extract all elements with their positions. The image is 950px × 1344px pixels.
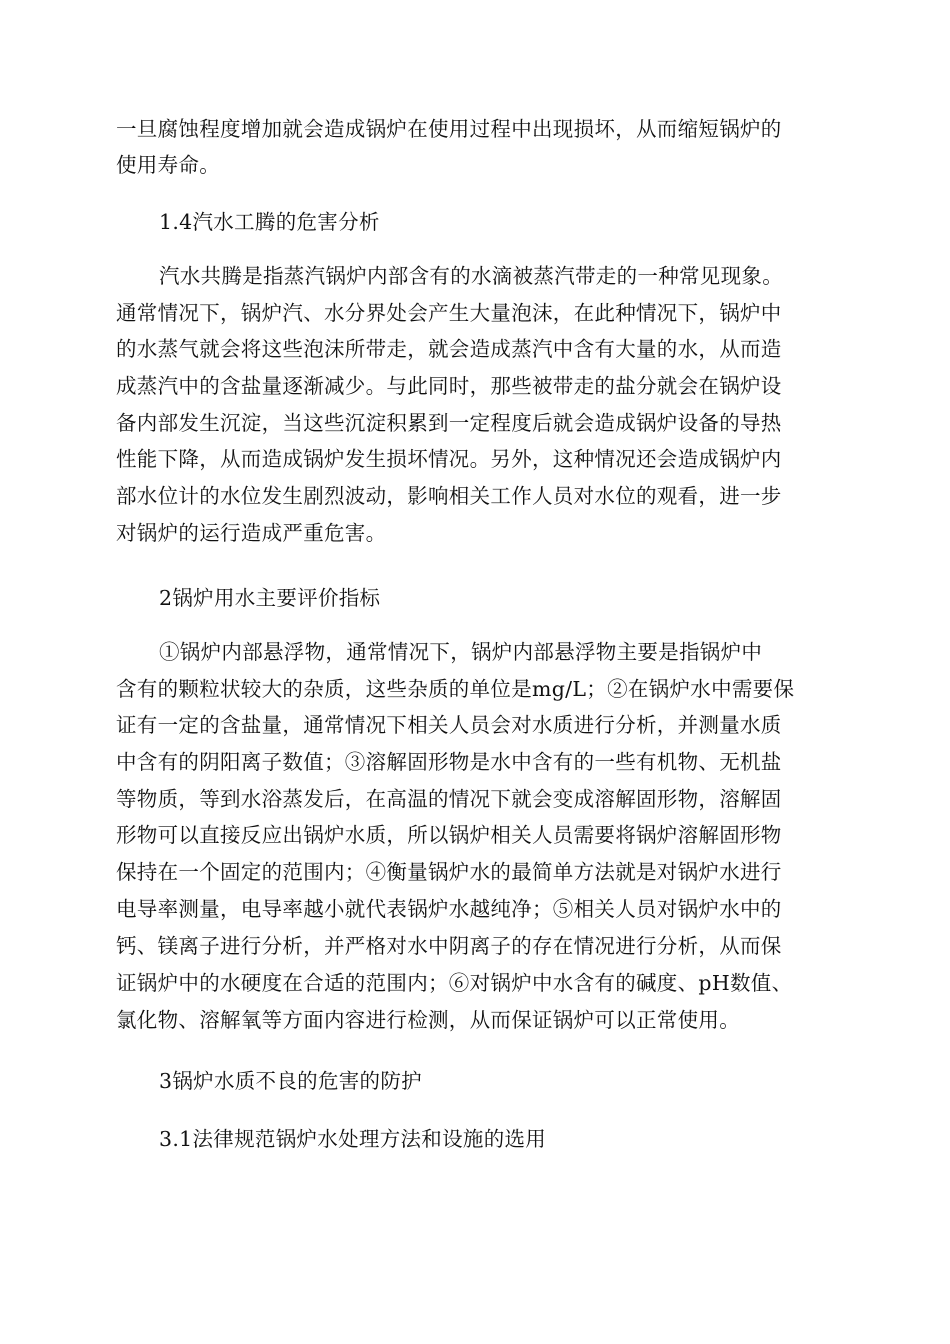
section-heading-3: 3锅炉水质不良的危害的防护 <box>159 1069 422 1093</box>
paragraph-line: 电导率测量，电导率越小就代表锅炉水越纯净；⑤相关人员对锅炉水中的 <box>116 897 782 921</box>
paragraph-line: 使用寿命。 <box>116 153 220 177</box>
paragraph-line: 证有一定的含盐量，通常情况下相关人员会对水质进行分析，并测量水质 <box>116 713 782 737</box>
paragraph-line: 性能下降，从而造成锅炉发生损坏情况。另外，这种情况还会造成锅炉内 <box>116 447 782 471</box>
paragraph-line: 成蒸汽中的含盐量逐渐减少。与此同时，那些被带走的盐分就会在锅炉设 <box>116 374 782 398</box>
paragraph-line: 钙、镁离子进行分析，并严格对水中阴离子的存在情况进行分析，从而保 <box>116 934 782 958</box>
paragraph-line: 通常情况下，锅炉汽、水分界处会产生大量泡沫，在此种情况下，锅炉中 <box>116 301 782 325</box>
paragraph-line: 含有的颗粒状较大的杂质，这些杂质的单位是mg/L；②在锅炉水中需要保 <box>116 677 795 701</box>
paragraph-line: 对锅炉的运行造成严重危害。 <box>116 521 387 545</box>
paragraph-line: 备内部发生沉淀，当这些沉淀积累到一定程度后就会造成锅炉设备的导热 <box>116 411 782 435</box>
section-heading-2: 2锅炉用水主要评价指标 <box>159 586 381 610</box>
paragraph-line: ①锅炉内部悬浮物，通常情况下，锅炉内部悬浮物主要是指锅炉中 <box>159 640 763 664</box>
paragraph-line: 的水蒸气就会将这些泡沫所带走，就会造成蒸汽中含有大量的水，从而造 <box>116 337 782 361</box>
paragraph-line: 等物质，等到水浴蒸发后，在高温的情况下就会变成溶解固形物，溶解固 <box>116 787 782 811</box>
paragraph-line: 中含有的阴阳离子数值；③溶解固形物是水中含有的一些有机物、无机盐 <box>116 750 782 774</box>
section-heading-1-4: 1.4汽水工腾的危害分析 <box>159 210 380 234</box>
paragraph-line: 一旦腐蚀程度增加就会造成锅炉在使用过程中出现损坏，从而缩短锅炉的 <box>116 117 782 141</box>
paragraph-line: 部水位计的水位发生剧烈波动，影响相关工作人员对水位的观看，进一步 <box>116 484 782 508</box>
paragraph-line: 证锅炉中的水硬度在合适的范围内；⑥对锅炉中水含有的碱度、pH数值、 <box>116 971 793 995</box>
paragraph-line: 汽水共腾是指蒸汽锅炉内部含有的水滴被蒸汽带走的一种常见现象。 <box>159 264 783 288</box>
paragraph-line: 保持在一个固定的范围内；④衡量锅炉水的最简单方法就是对锅炉水进行 <box>116 860 782 884</box>
paragraph-line: 氯化物、溶解氧等方面内容进行检测，从而保证锅炉可以正常使用。 <box>116 1008 740 1032</box>
paragraph-line: 形物可以直接反应出锅炉水质，所以锅炉相关人员需要将锅炉溶解固形物 <box>116 823 782 847</box>
section-heading-3-1: 3.1法律规范锅炉水处理方法和设施的选用 <box>159 1127 547 1151</box>
